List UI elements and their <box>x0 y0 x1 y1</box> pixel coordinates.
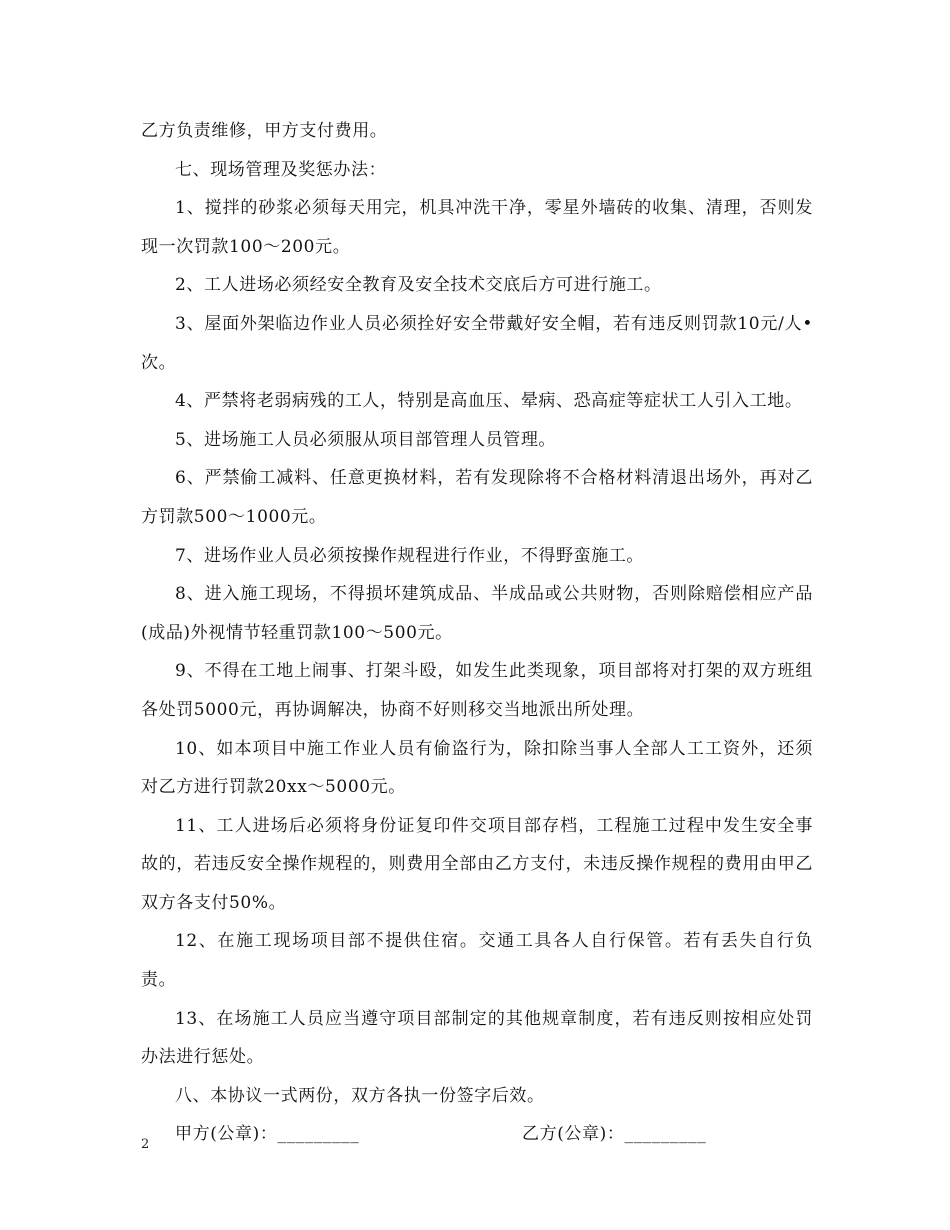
clause-13: 13、在场施工人员应当遵守项目部制定的其他规章制度，若有违反则按相应处罚办法进行惩处。 <box>141 1008 813 1068</box>
clause-8: 8、进入施工现场，不得损坏建筑成品、半成品或公共财物，否则除赔偿相应产品(成品)外视情节轻重罚款100～500元。 <box>141 584 813 643</box>
section-heading-site-management: 七、现场管理及奖惩办法： <box>175 159 387 180</box>
clause-5: 5、进场施工人员必须服从项目部管理人员管理。 <box>175 429 557 450</box>
document-body <box>141 112 813 1154</box>
clause-10: 10、如本项目中施工作业人员有偷盗行为，除扣除当事人全部人工工资外，还须对乙方进行罚款20xx～5000元。 <box>141 738 813 798</box>
party-b-signature: 乙方(公章)：_________ <box>522 1124 707 1145</box>
clause-9: 9、不得在工地上闹事、打架斗殴，如发生此类现象，项目部将对打架的双方班组各处罚5000元，再协调解决，协商不好则移交当地派出所处理。 <box>141 661 813 720</box>
clause-1: 1、搅拌的砂浆必须每天用完，机具冲洗干净，零星外墙砖的收集、清理，否则发现一次罚款100～200元。 <box>141 198 813 257</box>
clause-6: 6、严禁偷工减料、任意更换材料，若有发现除将不合格材料清退出场外，再对乙方罚款500～1000元。 <box>141 468 813 527</box>
clause-2: 2、工人进场必须经安全教育及安全技术交底后方可进行施工。 <box>175 275 662 296</box>
section-heading-agreement-copies: 八、本协议一式两份，双方各执一份签字后效。 <box>175 1085 545 1106</box>
party-a-signature: 甲方(公章)：_________ <box>175 1124 360 1145</box>
clause-4: 4、严禁将老弱病残的工人，特别是高血压、晕病、恐高症等症状工人引入工地。 <box>175 391 803 412</box>
signature-row <box>141 1115 813 1154</box>
paragraph-continuation: 乙方负责维修，甲方支付费用。 <box>141 121 388 141</box>
clause-7: 7、进场作业人员必须按操作规程进行作业，不得野蛮施工。 <box>175 545 645 566</box>
clause-12: 12、在施工现场项目部不提供住宿。交通工具各人自行保管。若有丢失自行负责。 <box>141 931 813 991</box>
clause-11: 11、工人进场后必须将身份证复印件交项目部存档，工程施工过程中发生安全事故的，若违反安全操作规程的，则费用全部由乙方支付，未违反操作规程的费用由甲乙双方各支付50%。 <box>141 815 813 913</box>
page-number: 2 <box>141 1137 150 1152</box>
clause-3: 3、屋面外架临边作业人员必须拴好安全带戴好安全帽，若有违反则罚款10元/人•次。 <box>141 313 813 373</box>
